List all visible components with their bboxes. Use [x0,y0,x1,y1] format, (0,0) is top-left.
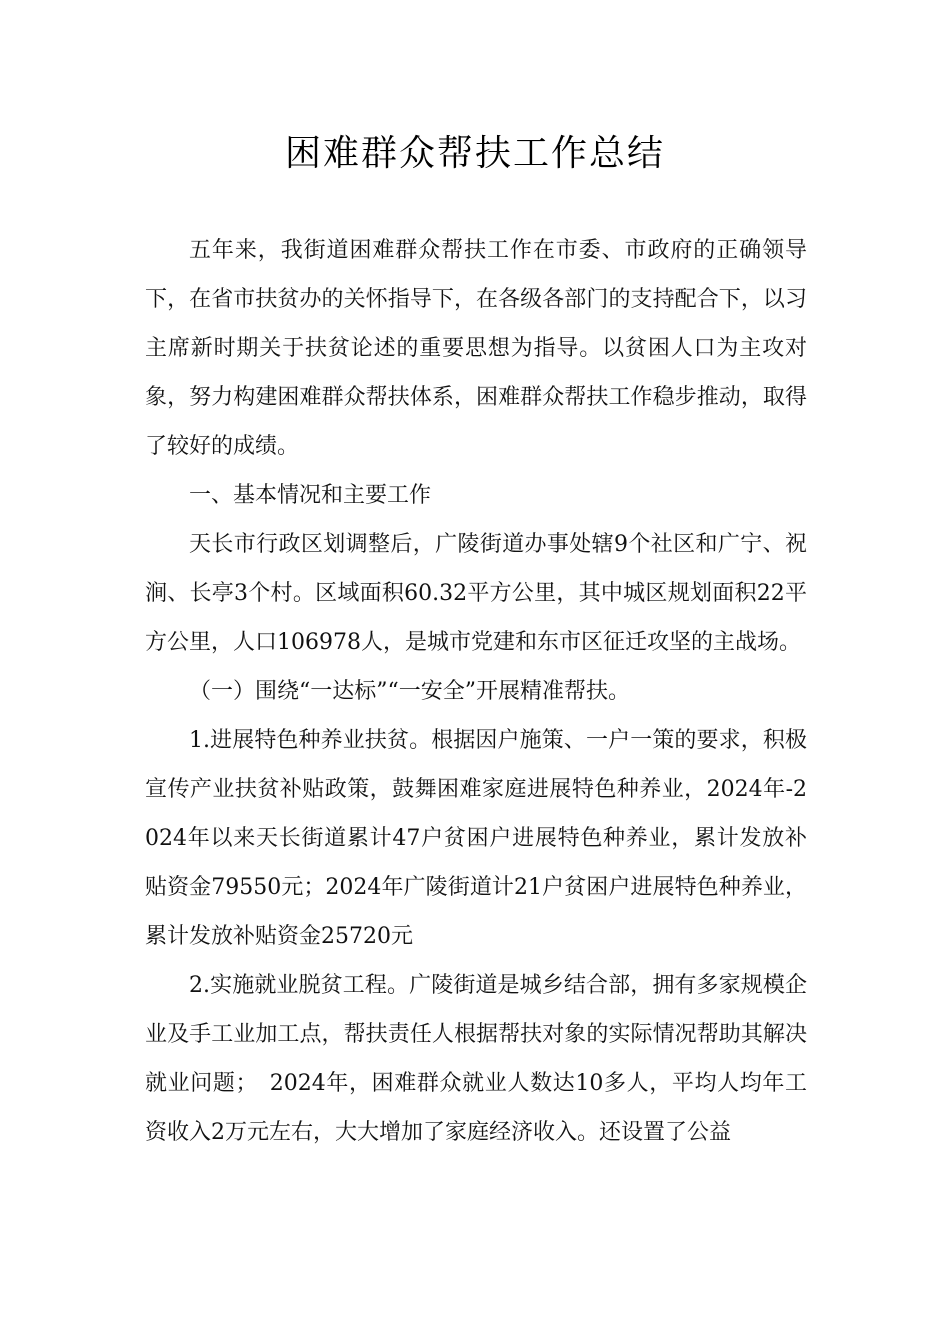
paragraph-basic-info: 天长市行政区划调整后，广陵街道办事处辖9个社区和广宁、祝涧、长亭3个村。区域面积60.32平方公里，其中城区规划面积22平方公里，人口106978人，是城市党建和东市区征迁攻坚的主战场。 [145,532,807,655]
paragraph-item-2: 2.实施就业脱贫工程。广陵街道是城乡结合部，拥有多家规模企业及手工业加工点，帮扶责任人根据帮扶对象的实际情况帮助其解决就业问题； 2024年，困难群众就业人数达10多人，平均人均年工资收入2万元左右，大大增加了家庭经济收入。还设置了公益 [145,973,808,1145]
paragraph-item-1: 1.进展特色种养业扶贫。根据因户施策、一户一策的要求，积极宣传产业扶贫补贴政策，鼓舞困难家庭进展特色种养业，2024年-2024年以来天长街道累计47户贫困户进展特色种养业，累计发放补贴资金79550元；2024年广陵街道计21户贫困户进展特色种养业，累计发放补贴资金25720元 [145,728,807,949]
paragraph-intro: 五年来，我街道困难群众帮扶工作在市委、市政府的正确领导下，在省市扶贫办的关怀指导下，在各级各部门的支持配合下，以习主席新时期关于扶贫论述的重要思想为指导。以贫困人口为主攻对象，努力构建困难群众帮扶体系，困难群众帮扶工作稳步推动，取得了较好的成绩。 [145,238,807,459]
document-title: 困难群众帮扶工作总结 [284,133,665,174]
subsection-heading-1: （一）围绕“一达标”“一安全”开展精准帮扶。 [189,679,630,704]
document-body [145,226,807,1157]
section-heading-basic: 一、基本情况和主要工作 [189,483,432,508]
